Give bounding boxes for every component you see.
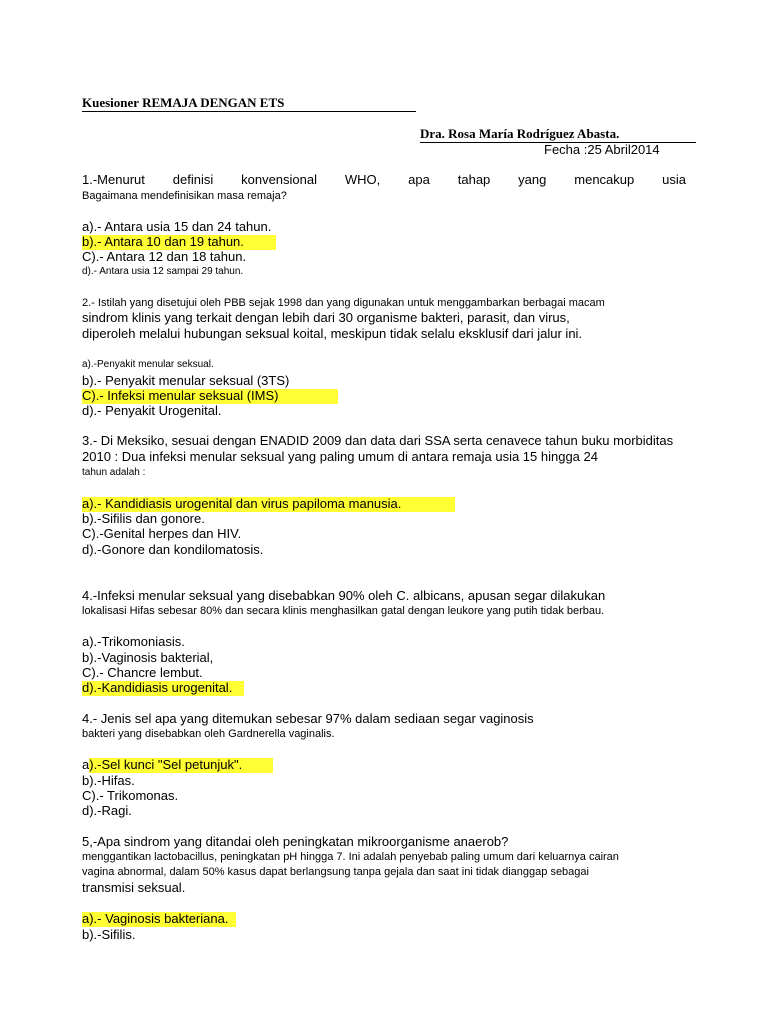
q4b-option-c: C).- Trikomonas. [82,788,179,803]
question-4-text: 4.-Infeksi menular seksual yang disebabkan 90% oleh C. albicans, apusan segar dilakukan [82,588,606,603]
author-name: Dra. Rosa María Rodríguez Abasta. [420,127,696,143]
q1-option-b-answer: b).- Antara 10 dan 19 tahun. [82,235,276,250]
question-5-line-3: vagina abnormal, dalam 50% kasus dapat berlangsung tanpa gejala dan saat ini tidak dianggap sebagai [82,866,589,878]
q5-option-b: b).-Sifilis. [82,927,136,942]
question-5-text: 5,-Apa sindrom yang ditandai oleh peningkatan mikroorganisme anaerob? [82,834,509,849]
question-1-subtext: Bagaimana mendefinisikan masa remaja? [82,190,287,202]
question-3-text: 3.- Di Meksiko, sesuai dengan ENADID 2009 dan data dari SSA serta cenavece tahun buku morbiditas [82,433,674,448]
q4-option-d-answer: d).-Kandidiasis urogenital. [82,681,244,696]
q2-option-a: a).-Penyakit menular seksual. [82,359,214,370]
question-2-text: 2.- Istilah yang disetujui oleh PBB sejak 1998 dan yang digunakan untuk menggambarkan berbagai macam [82,297,605,309]
q2-option-c-answer: C).- Infeksi menular seksual (IMS) [82,389,338,404]
document-title: Kuesioner REMAJA DENGAN ETS [82,96,416,112]
q4b-option-b: b).-Hifas. [82,773,135,788]
q2-option-d: d).- Penyakit Urogenital. [82,403,222,418]
question-5-line-2: menggantikan lactobacillus, peningkatan pH hingga 7. Ini adalah penyebab paling umum dari keluarnya cairan [82,851,619,863]
q1-option-c: C).- Antara 12 dan 18 tahun. [82,249,247,264]
q3-option-a-answer: a).- Kandidiasis urogenital dan virus papiloma manusia. [82,497,455,512]
question-4b-text: 4.- Jenis sel apa yang ditemukan sebesar 97% dalam sediaan segar vaginosis [82,711,534,726]
q3-option-b: b).-Sifilis dan gonore. [82,511,205,526]
question-4-line-2: lokalisasi Hifas sebesar 80% dan secara klinis menghasilkan gatal dengan leukore yang putih tidak berbau. [82,605,605,617]
q3-option-c: C).-Genital herpes dan HIV. [82,526,242,541]
document-date: Fecha :25 Abril2014 [544,142,660,157]
q4-option-a: a).-Trikomoniasis. [82,634,185,649]
q3-option-d: d).-Gonore dan kondilomatosis. [82,542,264,557]
q4b-option-a-highlight: ).-Sel kunci "Sel petunjuk". [89,758,273,773]
question-4b-line-2: bakteri yang disebabkan oleh Gardnerella vaginalis. [82,728,335,740]
question-3-line-2: 2010 : Dua infeksi menular seksual yang paling umum di antara remaja usia 15 hingga 24 [82,449,598,464]
question-3-line-3: tahun adalah : [82,467,146,478]
q1-option-d: d).- Antara usia 12 sampai 29 tahun. [82,266,244,277]
q1-option-a: a).- Antara usia 15 dan 24 tahun. [82,219,272,234]
q4-option-b: b).-Vaginosis bakterial, [82,650,214,665]
q4b-option-a-prefix: a [82,757,90,772]
q4b-option-a-answer [82,758,273,773]
question-1-text: 1.-Menurut definisi konvensional WHO, apa tahap yang mencakup usia [82,172,686,187]
q2-option-b: b).- Penyakit menular seksual (3TS) [82,373,290,388]
q5-option-a-answer: a).- Vaginosis bakteriana. [82,912,236,927]
question-2-line-2: sindrom klinis yang terkait dengan lebih dari 30 organisme bakteri, parasit, dan virus, [82,310,570,325]
question-5-line-4: transmisi seksual. [82,880,186,895]
q4-option-c: C).- Chancre lembut. [82,665,203,680]
question-2-line-3: diperoleh melalui hubungan seksual koital, meskipun tidak selalu eksklusif dari jalur ini. [82,326,583,341]
q4b-option-d: d).-Ragi. [82,803,132,818]
